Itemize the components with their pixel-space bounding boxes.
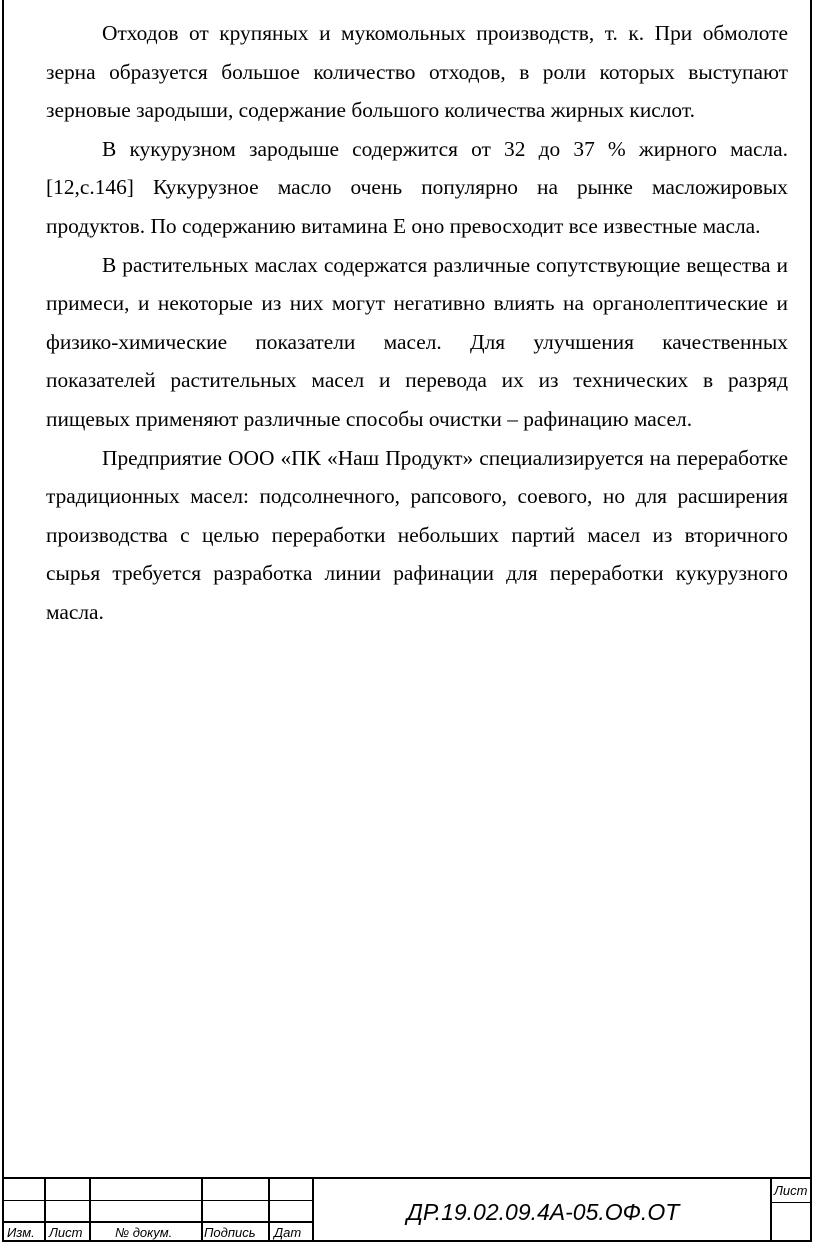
stamp-divider <box>44 1179 46 1242</box>
stamp-divider <box>89 1179 91 1242</box>
stamp-row-line <box>770 1202 810 1203</box>
doc-number-label: № докум. <box>115 1225 173 1240</box>
title-block-stamp <box>2 1177 812 1242</box>
stamp-divider <box>268 1179 270 1242</box>
stamp-row-line <box>2 1200 312 1201</box>
list-label: Лист <box>49 1225 83 1240</box>
signature-label: Подпись <box>204 1225 256 1240</box>
paragraph-1: Отходов от крупяных и мукомольных производств, т. к. При обмолоте зерна образуется большое количество отходов, в роли которых выступают зерновые зародыши, содержание большого количества жирных кислот. <box>46 21 788 123</box>
stamp-row-line <box>2 1221 312 1223</box>
stamp-divider <box>201 1179 203 1242</box>
izm-label: Изм. <box>7 1225 35 1240</box>
date-label: Дат <box>274 1225 302 1240</box>
sheet-label: Лист <box>774 1183 808 1198</box>
document-body <box>46 14 788 632</box>
paragraph-2: В кукурузном зародыше содержится от 32 до 37 % жирного масла. [12,с.146] Кукурузное масло очень популярно на рынке масложировых продуктов. По содержанию витамина Е оно превосходит все известные масла. <box>46 136 788 238</box>
document-code: ДР.19.02.09.4А-05.ОФ.ОТ <box>406 1199 680 1225</box>
paragraph-3: В растительных маслах содержатся различные сопутствующие вещества и примеси, и некоторые из них могут негативно влиять на органолептические и физико-химические показатели масел. Для улучшения качественных показателей растительных масел и перевода их из технических в разряд пищевых применяют различные способы очистки – рафинацию масел. <box>46 252 788 431</box>
paragraph-4: Предприятие ООО «ПК «Наш Продукт» специализируется на переработке традиционных масел: подсолнечного, рапсового, соевого, но для расширения производства с целью переработки небольших партий масел из вторичного сырья требуется разработка линии рафинации для переработки кукурузного масла. <box>46 445 788 624</box>
